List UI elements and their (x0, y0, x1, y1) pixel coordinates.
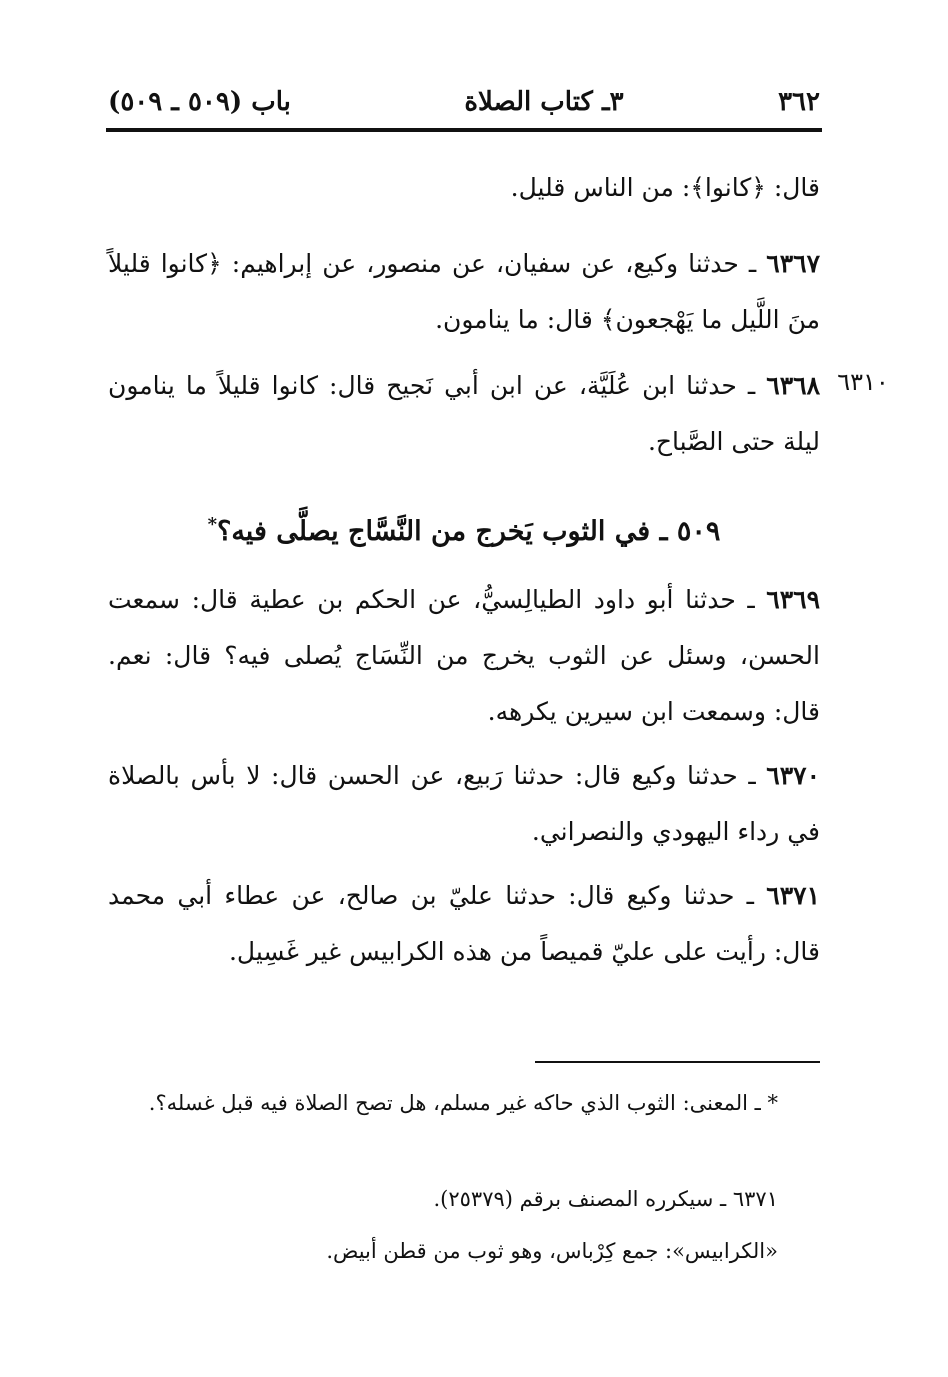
chapter-range: باب (٥٠٩ ـ ٥٠٩) (108, 87, 291, 117)
hadith-text: ـ حدثنا ابن عُلَيَّة، عن ابن أبي نَجيح قال: كانوا قليلاً ما ينامون ليلة حتى الصَّباح. (108, 371, 820, 456)
hadith-text: ـ حدثنا وكيع قال: حدثنا رَبيع، عن الحسن قال: لا بأس بالصلاة في رداء اليهودي والنصراني. (108, 761, 820, 846)
hadith-number: ٦٣٧٠ (766, 761, 820, 790)
hadith-6367 (108, 236, 820, 348)
hadith-number: ٦٣٦٨ (766, 371, 820, 400)
footnote-karabis: «الكرابيس»: جمع كِرْباس، وهو ثوب من قطن أبيض. (326, 1239, 778, 1263)
hadith-6369 (108, 572, 820, 740)
book-title: ٣ـ كتاب الصلاة (464, 87, 624, 117)
hadith-number: ٦٣٦٧ (766, 249, 820, 278)
footnote-star: * ـ المعنى: الثوب الذي حاكه غير مسلم، هل تصح الصلاة فيه قبل غسله؟. (148, 1091, 778, 1115)
running-header (108, 80, 820, 124)
paragraph-text: قال: ﴿كانوا﴾: من الناس قليل. (510, 173, 820, 202)
footnote-6371: ٦٣٧١ ـ سيكرره المصنف برقم (٢٥٣٧٩). (433, 1187, 778, 1211)
hadith-number: ٦٣٦٩ (766, 585, 820, 614)
section-heading-text: ٥٠٩ ـ في الثوب يَخرج من النَّسَّاج يصلَّى فيه؟ (217, 516, 721, 547)
header-rule (106, 128, 822, 132)
footnote-mark: * (207, 514, 217, 535)
footnote-rule (535, 1061, 820, 1063)
hadith-text: ـ حدثنا أبو داود الطيالِسيُّ، عن الحكم بن عطية قال: سمعت الحسن، وسئل عن الثوب يخرج من النِّسَاج يُصلى فيه؟ قال: نعم. قال: وسمعت ابن سيرين يكرهه. (108, 585, 820, 726)
margin-number: ٦٣١٠ (837, 368, 889, 396)
section-heading (108, 500, 820, 557)
hadith-number: ٦٣٧١ (766, 881, 820, 910)
hadith-6371 (108, 868, 820, 980)
page-number: ٣٦٢ (778, 87, 820, 117)
hadith-6370 (108, 748, 820, 860)
hadith-text: ـ حدثنا وكيع قال: حدثنا عليّ بن صالح، عن عطاء أبي محمد قال: رأيت على عليّ قميصاً من هذه الكرابيس غير غَسِيل. (108, 881, 820, 966)
paragraph-intro (108, 160, 820, 216)
hadith-text: ـ حدثنا وكيع، عن سفيان، عن منصور، عن إبراهيم: ﴿كانوا قليلاً منَ اللَّيل ما يَهْجعون﴾ قال: ما ينامون. (108, 249, 820, 334)
hadith-6368 (108, 358, 820, 470)
